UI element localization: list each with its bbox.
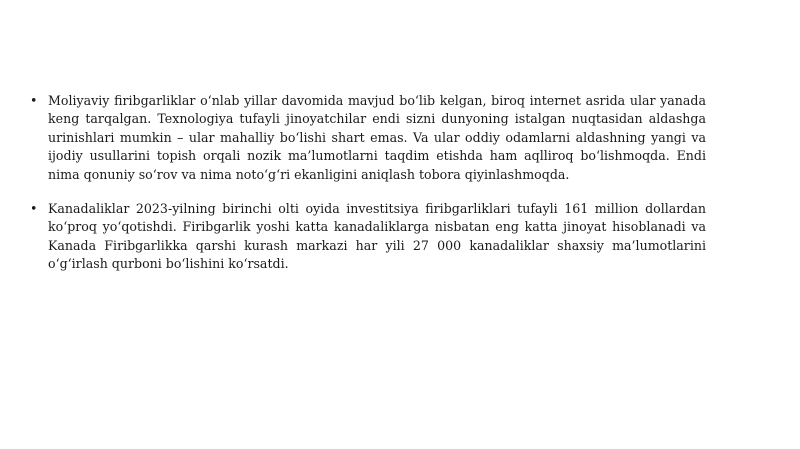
bullet-text: Moliyaviy firibgarliklar o‘nlab yillar davomida mavjud bo‘lib kelgan, biroq internet asrida ular yanada keng tarqalgan. Texnologiya tufayli jinoyatchilar endi sizni dunyoning istalgan nuqtasidan aldashga urinishlari mumkin – ular mahalliy bo‘lishi shart emas. Va ular oddiy odamlarni aldashning yangi va ijodiy usullarini topish orqali nozik ma’lumotlarni taqdim etishda ham aqlliroq bo‘lishmoqda. Endi nima qonuniy so‘rov va nima noto‘g‘ri ekanligini aniqlash tobora qiyinlashmoqda. <box>48 93 706 182</box>
bullet-item-canada-statistics <box>30 200 706 274</box>
bullet-list <box>30 92 706 290</box>
bullet-item-fraud-history <box>30 92 706 184</box>
bullet-marker: • <box>30 201 38 217</box>
bullet-marker: • <box>30 93 38 108</box>
bullet-text: Kanadaliklar 2023-yilning birinchi olti oyida investitsiya firibgarliklari tufayli 161 million dollardan ko‘proq yo‘qotishdi. Firibgarlik yoshi katta kanadaliklarga nisbatan eng katta jinoyat hisoblanadi va Kanada Firibgarlikka qarshi kurash markazi har yili 27 000 kanadaliklar shaxsiy ma’lumotlarini o‘g‘irlash qurboni bo‘lishini ko‘rsatdi. <box>48 201 706 272</box>
